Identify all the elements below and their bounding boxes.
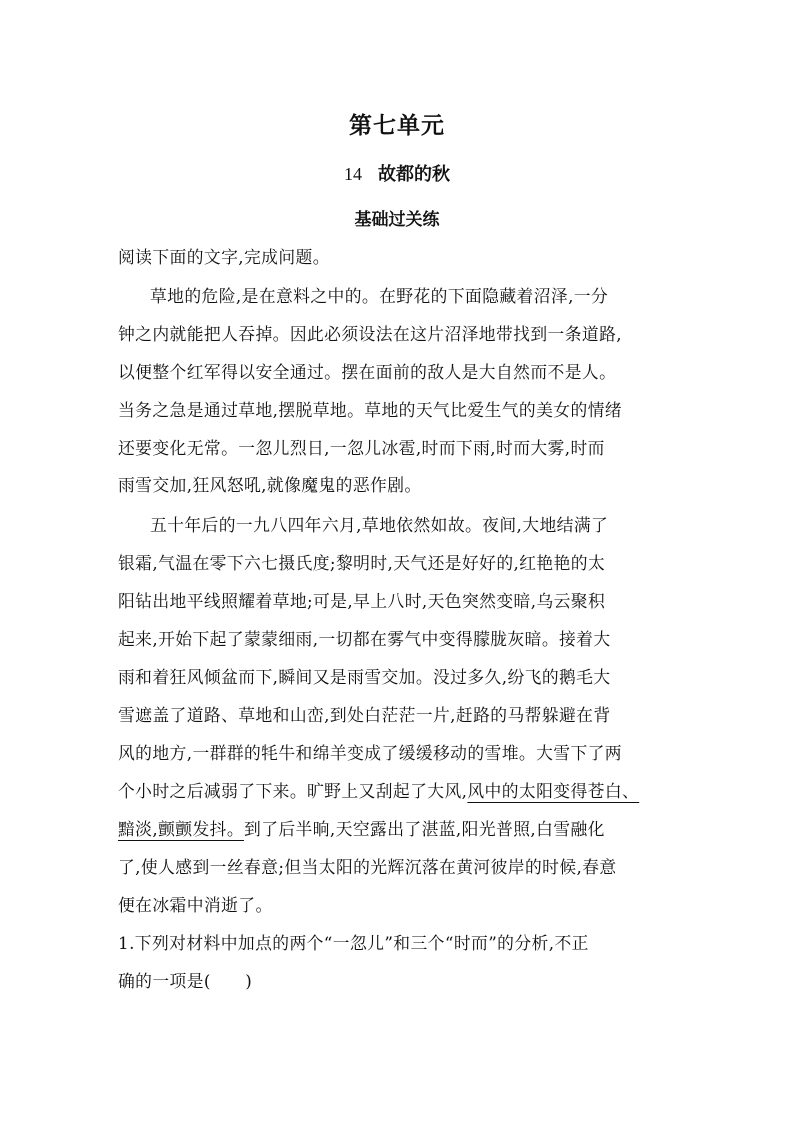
underlined-sentence: 黯淡,颤颤发抖。 — [118, 819, 245, 839]
section-title: 基础过关练 — [354, 210, 440, 230]
passage-line: 草地的危险,是在意料之中的。在野花的下面隐藏着沼泽,一分 — [150, 286, 609, 306]
underlined-sentence: 风中的太阳变得苍白、 — [467, 781, 640, 801]
passage-line: 风的地方,一群群的牦牛和绵羊变成了缓缓移动的雪堆。大雪下了两 — [118, 743, 622, 763]
passage-line: 起来,开始下起了蒙蒙细雨,一切都在雾气中变得朦胧灰暗。接着大 — [118, 629, 611, 649]
passage-line: 还要变化无常。一忽儿烈日,一忽儿冰雹,时而下雨,时而大雾,时而 — [118, 438, 605, 458]
passage-line: 阳钻出地平线照耀着草地;可是,早上八时,天色突然变暗,乌云聚积 — [118, 591, 606, 611]
passage-text: 到了后半晌,天空露出了湛蓝,阳光普照,白雪融化 — [244, 819, 605, 839]
passage-line: 五十年后的一九八四年六月,草地依然如故。夜间,大地结满了 — [150, 515, 609, 535]
passage-line: 雪遮盖了道路、草地和山峦,到处白茫茫一片,赶路的马帮躲避在背 — [118, 705, 611, 725]
lesson-number: 14 — [344, 164, 362, 184]
passage-line — [118, 816, 605, 840]
lesson-title — [0, 160, 794, 186]
passage-line: 当务之急是通过草地,摆脱草地。草地的天气比爱生气的美女的情绪 — [118, 400, 622, 420]
passage-line: 便在冰霜中消逝了。 — [118, 895, 273, 915]
question-1-stem-cont: 确的一项是( ) — [118, 971, 253, 991]
passage-line: 了,使人感到一丝春意;但当太阳的光辉沉落在黄河彼岸的时候,春意 — [118, 857, 617, 877]
lesson-name: 故都的秋 — [378, 164, 450, 185]
passage-line: 以便整个红军得以安全通过。摆在面前的敌人是大自然而不是人。 — [118, 362, 617, 382]
passage-line — [118, 778, 639, 802]
passage-line: 雨和着狂风倾盆而下,瞬间又是雨雪交加。没过多久,纷飞的鹅毛大 — [118, 667, 611, 687]
passage-line: 钟之内就能把人吞掉。因此必须设法在这片沼泽地带找到一条道路, — [118, 324, 622, 344]
passage-text: 个小时之后减弱了下来。旷野上又刮起了大风, — [118, 781, 468, 801]
instruction-text: 阅读下面的文字,完成问题。 — [118, 247, 330, 267]
question-1-stem: 1.下列对材料中加点的两个“一忽儿”和三个“时而”的分析,不正 — [118, 933, 589, 953]
passage-line: 雨雪交加,狂风怒吼,就像魔鬼的恶作剧。 — [118, 475, 422, 495]
unit-title: 第七单元 — [349, 113, 445, 139]
passage-line: 银霜,气温在零下六七摄氏度;黎明时,天气还是好好的,红艳艳的太 — [118, 553, 606, 573]
